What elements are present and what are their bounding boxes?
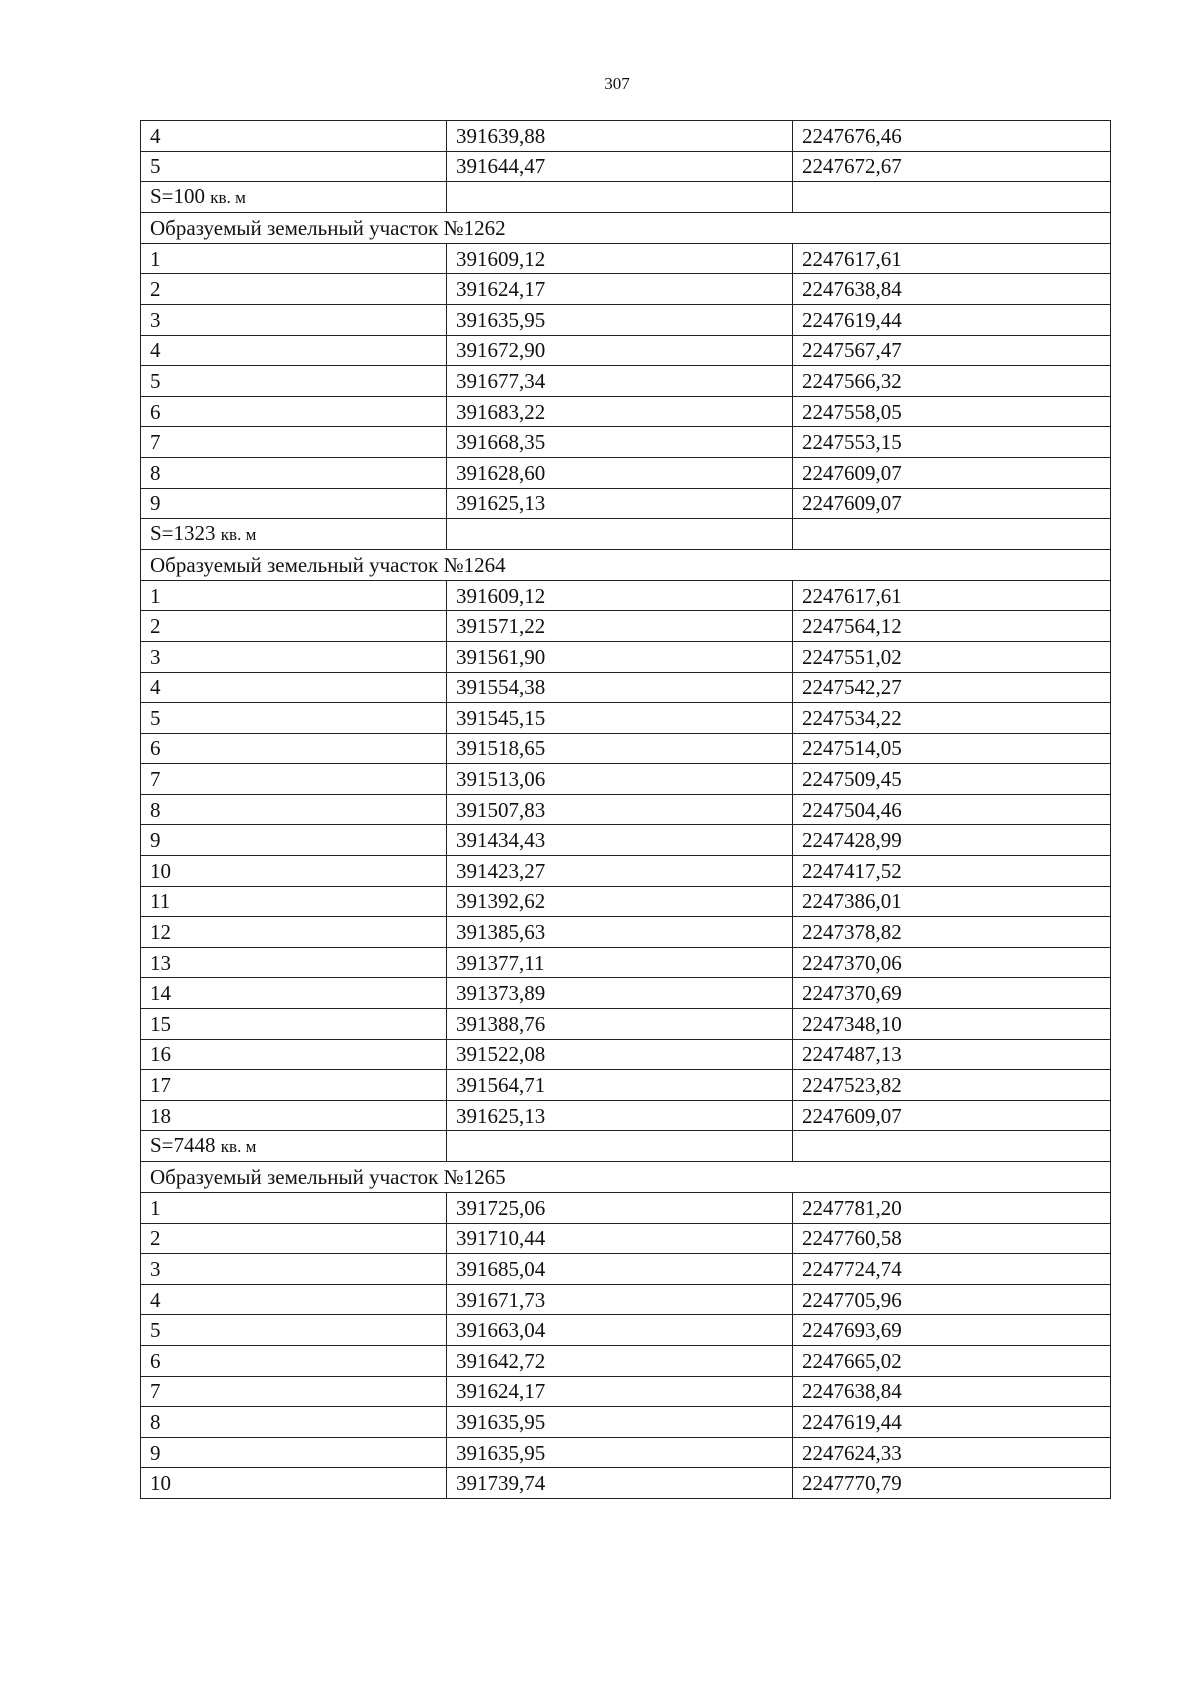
y-coordinate-cell: 2247566,32: [793, 366, 1111, 397]
x-coordinate-cell: 391625,13: [447, 488, 793, 519]
table-row: [141, 274, 1111, 305]
y-coordinate-cell: 2247760,58: [793, 1223, 1111, 1254]
y-coordinate-cell: 2247534,22: [793, 703, 1111, 734]
table-row: [141, 427, 1111, 458]
point-number-cell: 6: [141, 396, 447, 427]
area-cell: [141, 182, 447, 213]
x-coordinate-cell: 391518,65: [447, 733, 793, 764]
table-row: [141, 856, 1111, 887]
x-coordinate-cell: 391625,13: [447, 1100, 793, 1131]
x-coordinate-cell: 391561,90: [447, 641, 793, 672]
x-coordinate-cell: 391677,34: [447, 366, 793, 397]
point-number-cell: 4: [141, 121, 447, 152]
y-coordinate-cell: 2247638,84: [793, 1376, 1111, 1407]
table-row: [141, 947, 1111, 978]
x-coordinate-cell: 391668,35: [447, 427, 793, 458]
table-row: [141, 1193, 1111, 1224]
x-coordinate-cell: 391683,22: [447, 396, 793, 427]
x-coordinate-cell: 391725,06: [447, 1193, 793, 1224]
area-cell: [141, 519, 447, 550]
point-number-cell: 5: [141, 151, 447, 182]
y-coordinate-cell: 2247386,01: [793, 886, 1111, 917]
point-number-cell: 7: [141, 764, 447, 795]
table-row: [141, 978, 1111, 1009]
point-number-cell: 6: [141, 1345, 447, 1376]
x-coordinate-cell: 391388,76: [447, 1009, 793, 1040]
point-number-cell: 16: [141, 1039, 447, 1070]
y-coordinate-cell: 2247378,82: [793, 917, 1111, 948]
table-row: [141, 1254, 1111, 1285]
point-number-cell: 12: [141, 917, 447, 948]
area-value: S=100: [150, 184, 206, 209]
x-coordinate-cell: 391564,71: [447, 1070, 793, 1101]
table-row: [141, 703, 1111, 734]
table-row: [141, 335, 1111, 366]
x-coordinate-cell: 391639,88: [447, 121, 793, 152]
table-row: [141, 243, 1111, 274]
table-row: [141, 1376, 1111, 1407]
y-coordinate-cell: 2247705,96: [793, 1284, 1111, 1315]
parcel-header-row: [141, 1162, 1111, 1193]
point-number-cell: 5: [141, 366, 447, 397]
y-coordinate-cell: 2247609,07: [793, 1100, 1111, 1131]
point-number-cell: 9: [141, 825, 447, 856]
point-number-cell: 6: [141, 733, 447, 764]
x-coordinate-cell: 391624,17: [447, 1376, 793, 1407]
y-coordinate-cell: 2247665,02: [793, 1345, 1111, 1376]
y-coordinate-cell: 2247619,44: [793, 1407, 1111, 1438]
parcel-header-row: [141, 213, 1111, 244]
x-coordinate-cell: 391685,04: [447, 1254, 793, 1285]
empty-cell: [793, 182, 1111, 213]
table-row: [141, 733, 1111, 764]
table-row: [141, 1009, 1111, 1040]
x-coordinate-cell: 391609,12: [447, 243, 793, 274]
point-number-cell: 14: [141, 978, 447, 1009]
y-coordinate-cell: 2247638,84: [793, 274, 1111, 305]
x-coordinate-cell: 391522,08: [447, 1039, 793, 1070]
area-row: [141, 1131, 1111, 1162]
table-row: [141, 1070, 1111, 1101]
x-coordinate-cell: 391628,60: [447, 457, 793, 488]
point-number-cell: 9: [141, 1437, 447, 1468]
y-coordinate-cell: 2247781,20: [793, 1193, 1111, 1224]
y-coordinate-cell: 2247523,82: [793, 1070, 1111, 1101]
table-row: [141, 1437, 1111, 1468]
empty-cell: [793, 1131, 1111, 1162]
point-number-cell: 2: [141, 611, 447, 642]
x-coordinate-cell: 391663,04: [447, 1315, 793, 1346]
point-number-cell: 15: [141, 1009, 447, 1040]
x-coordinate-cell: 391434,43: [447, 825, 793, 856]
y-coordinate-cell: 2247617,61: [793, 243, 1111, 274]
point-number-cell: 7: [141, 1376, 447, 1407]
table-row: [141, 121, 1111, 152]
point-number-cell: 5: [141, 1315, 447, 1346]
area-value: S=7448: [150, 1133, 216, 1158]
point-number-cell: 10: [141, 856, 447, 887]
x-coordinate-cell: 391672,90: [447, 335, 793, 366]
table-row: [141, 1468, 1111, 1499]
point-number-cell: 3: [141, 641, 447, 672]
empty-cell: [793, 519, 1111, 550]
table-row: [141, 1039, 1111, 1070]
point-number-cell: 18: [141, 1100, 447, 1131]
point-number-cell: 17: [141, 1070, 447, 1101]
x-coordinate-cell: 391609,12: [447, 580, 793, 611]
table-row: [141, 764, 1111, 795]
y-coordinate-cell: 2247617,61: [793, 580, 1111, 611]
x-coordinate-cell: 391671,73: [447, 1284, 793, 1315]
y-coordinate-cell: 2247693,69: [793, 1315, 1111, 1346]
y-coordinate-cell: 2247348,10: [793, 1009, 1111, 1040]
area-row: [141, 182, 1111, 213]
y-coordinate-cell: 2247619,44: [793, 304, 1111, 335]
table-row: [141, 151, 1111, 182]
y-coordinate-cell: 2247487,13: [793, 1039, 1111, 1070]
table-row: [141, 672, 1111, 703]
point-number-cell: 1: [141, 580, 447, 611]
y-coordinate-cell: 2247770,79: [793, 1468, 1111, 1499]
point-number-cell: 3: [141, 1254, 447, 1285]
area-row: [141, 519, 1111, 550]
table-row: [141, 366, 1111, 397]
x-coordinate-cell: 391624,17: [447, 274, 793, 305]
empty-cell: [447, 1131, 793, 1162]
table-row: [141, 580, 1111, 611]
x-coordinate-cell: 391642,72: [447, 1345, 793, 1376]
point-number-cell: 5: [141, 703, 447, 734]
point-number-cell: 2: [141, 274, 447, 305]
coordinates-table: [140, 120, 1111, 1499]
table-row: [141, 1345, 1111, 1376]
point-number-cell: 7: [141, 427, 447, 458]
y-coordinate-cell: 2247624,33: [793, 1437, 1111, 1468]
area-value: S=1323: [150, 521, 216, 546]
point-number-cell: 13: [141, 947, 447, 978]
x-coordinate-cell: 391635,95: [447, 1407, 793, 1438]
table-row: [141, 1284, 1111, 1315]
y-coordinate-cell: 2247551,02: [793, 641, 1111, 672]
point-number-cell: 1: [141, 243, 447, 274]
point-number-cell: 2: [141, 1223, 447, 1254]
point-number-cell: 10: [141, 1468, 447, 1499]
table-row: [141, 396, 1111, 427]
page-number: 307: [604, 74, 630, 93]
table-row: [141, 457, 1111, 488]
y-coordinate-cell: 2247724,74: [793, 1254, 1111, 1285]
table-row: [141, 917, 1111, 948]
point-number-cell: 1: [141, 1193, 447, 1224]
y-coordinate-cell: 2247609,07: [793, 457, 1111, 488]
table-row: [141, 1407, 1111, 1438]
empty-cell: [447, 182, 793, 213]
x-coordinate-cell: 391635,95: [447, 1437, 793, 1468]
parcel-header: Образуемый земельный участок №1262: [141, 213, 1111, 244]
y-coordinate-cell: 2247553,15: [793, 427, 1111, 458]
area-unit: кв. м: [220, 1137, 257, 1157]
x-coordinate-cell: 391710,44: [447, 1223, 793, 1254]
x-coordinate-cell: 391571,22: [447, 611, 793, 642]
y-coordinate-cell: 2247370,69: [793, 978, 1111, 1009]
x-coordinate-cell: 391373,89: [447, 978, 793, 1009]
y-coordinate-cell: 2247542,27: [793, 672, 1111, 703]
table-row: [141, 611, 1111, 642]
y-coordinate-cell: 2247509,45: [793, 764, 1111, 795]
table-row: [141, 304, 1111, 335]
y-coordinate-cell: 2247676,46: [793, 121, 1111, 152]
x-coordinate-cell: 391739,74: [447, 1468, 793, 1499]
y-coordinate-cell: 2247504,46: [793, 794, 1111, 825]
x-coordinate-cell: 391635,95: [447, 304, 793, 335]
table-row: [141, 794, 1111, 825]
table-row: [141, 488, 1111, 519]
parcel-header: Образуемый земельный участок №1264: [141, 550, 1111, 581]
y-coordinate-cell: 2247672,67: [793, 151, 1111, 182]
point-number-cell: 4: [141, 1284, 447, 1315]
y-coordinate-cell: 2247567,47: [793, 335, 1111, 366]
point-number-cell: 8: [141, 794, 447, 825]
table-row: [141, 825, 1111, 856]
parcel-header-row: [141, 550, 1111, 581]
y-coordinate-cell: 2247564,12: [793, 611, 1111, 642]
table-row: [141, 641, 1111, 672]
point-number-cell: 11: [141, 886, 447, 917]
x-coordinate-cell: 391545,15: [447, 703, 793, 734]
point-number-cell: 8: [141, 1407, 447, 1438]
point-number-cell: 4: [141, 335, 447, 366]
x-coordinate-cell: 391554,38: [447, 672, 793, 703]
x-coordinate-cell: 391392,62: [447, 886, 793, 917]
y-coordinate-cell: 2247609,07: [793, 488, 1111, 519]
table-row: [141, 886, 1111, 917]
empty-cell: [447, 519, 793, 550]
point-number-cell: 4: [141, 672, 447, 703]
point-number-cell: 8: [141, 457, 447, 488]
point-number-cell: 3: [141, 304, 447, 335]
x-coordinate-cell: 391513,06: [447, 764, 793, 795]
area-unit: кв. м: [220, 525, 257, 545]
table-row: [141, 1315, 1111, 1346]
x-coordinate-cell: 391644,47: [447, 151, 793, 182]
table-row: [141, 1100, 1111, 1131]
y-coordinate-cell: 2247558,05: [793, 396, 1111, 427]
x-coordinate-cell: 391377,11: [447, 947, 793, 978]
point-number-cell: 9: [141, 488, 447, 519]
parcel-header: Образуемый земельный участок №1265: [141, 1162, 1111, 1193]
area-cell: [141, 1131, 447, 1162]
y-coordinate-cell: 2247370,06: [793, 947, 1111, 978]
x-coordinate-cell: 391423,27: [447, 856, 793, 887]
y-coordinate-cell: 2247417,52: [793, 856, 1111, 887]
y-coordinate-cell: 2247428,99: [793, 825, 1111, 856]
x-coordinate-cell: 391507,83: [447, 794, 793, 825]
area-unit: кв. м: [210, 188, 246, 208]
table-row: [141, 1223, 1111, 1254]
y-coordinate-cell: 2247514,05: [793, 733, 1111, 764]
x-coordinate-cell: 391385,63: [447, 917, 793, 948]
coordinates-table-body: [141, 121, 1111, 1499]
